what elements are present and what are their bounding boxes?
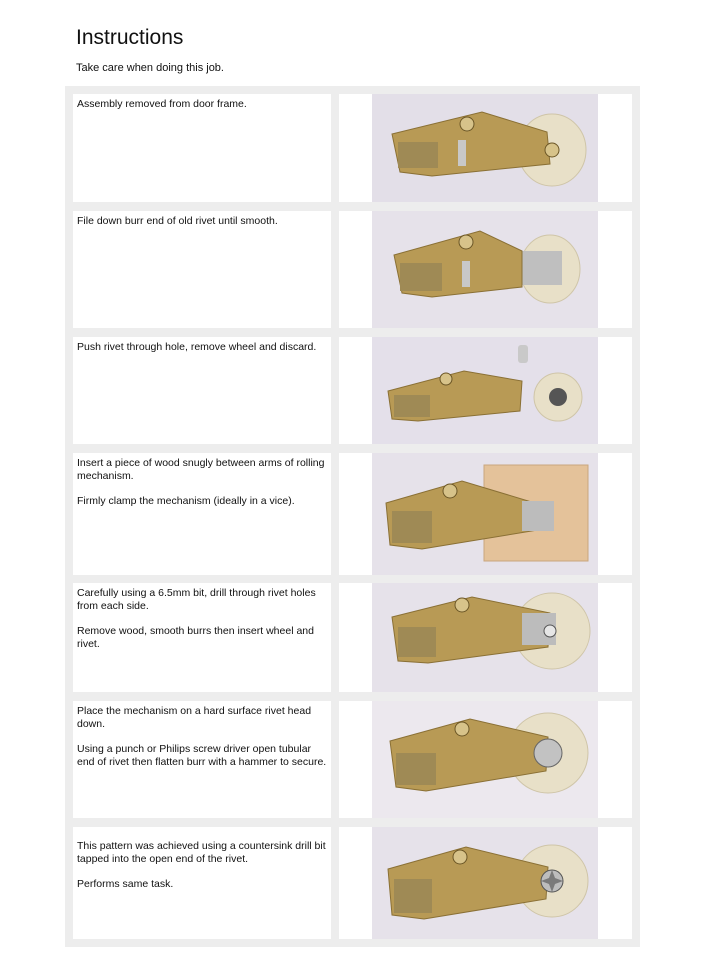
step-text-line: Remove wood, smooth burrs then insert wheel and rivet. (77, 625, 314, 650)
step-text-line: Insert a piece of wood snugly between arms of rolling mechanism. (77, 457, 325, 482)
step-text-line: Firmly clamp the mechanism (ideally in a vice). (77, 495, 295, 508)
step-7-text (73, 827, 331, 939)
step-6-text (73, 701, 331, 818)
step-text-line: Push rivet through hole, remove wheel and discard. (77, 341, 317, 353)
step-3-text (73, 337, 331, 444)
step-1-photo (372, 94, 598, 202)
step-4-photo (372, 453, 598, 575)
step-5-text (73, 583, 331, 692)
step-7-photo (372, 827, 598, 939)
page-subtitle: Take care when doing this job. (76, 62, 224, 74)
step-text-line: This pattern was achieved using a countersink drill bit tapped into the open end of the rivet. (77, 840, 326, 865)
step-text-line: Assembly removed from door frame. (77, 98, 247, 110)
step-2-photo (372, 211, 598, 328)
page-title: Instructions (76, 26, 184, 49)
step-4-text (73, 453, 331, 575)
step-3-photo (372, 337, 598, 444)
step-2-text (73, 211, 331, 328)
step-text-line: Using a punch or Philips screw driver open tubular end of rivet then flatten burr with a hammer to secure. (77, 743, 327, 768)
step-text-line: Carefully using a 6.5mm bit, drill through rivet holes from each side. (77, 587, 316, 612)
step-6-photo (372, 701, 598, 818)
step-1-text (73, 94, 331, 202)
step-text-line: Place the mechanism on a hard surface rivet head down. (77, 705, 312, 730)
step-text-line: File down burr end of old rivet until smooth. (77, 215, 278, 227)
step-5-photo (372, 583, 598, 692)
step-text-line: Performs same task. (77, 878, 174, 891)
